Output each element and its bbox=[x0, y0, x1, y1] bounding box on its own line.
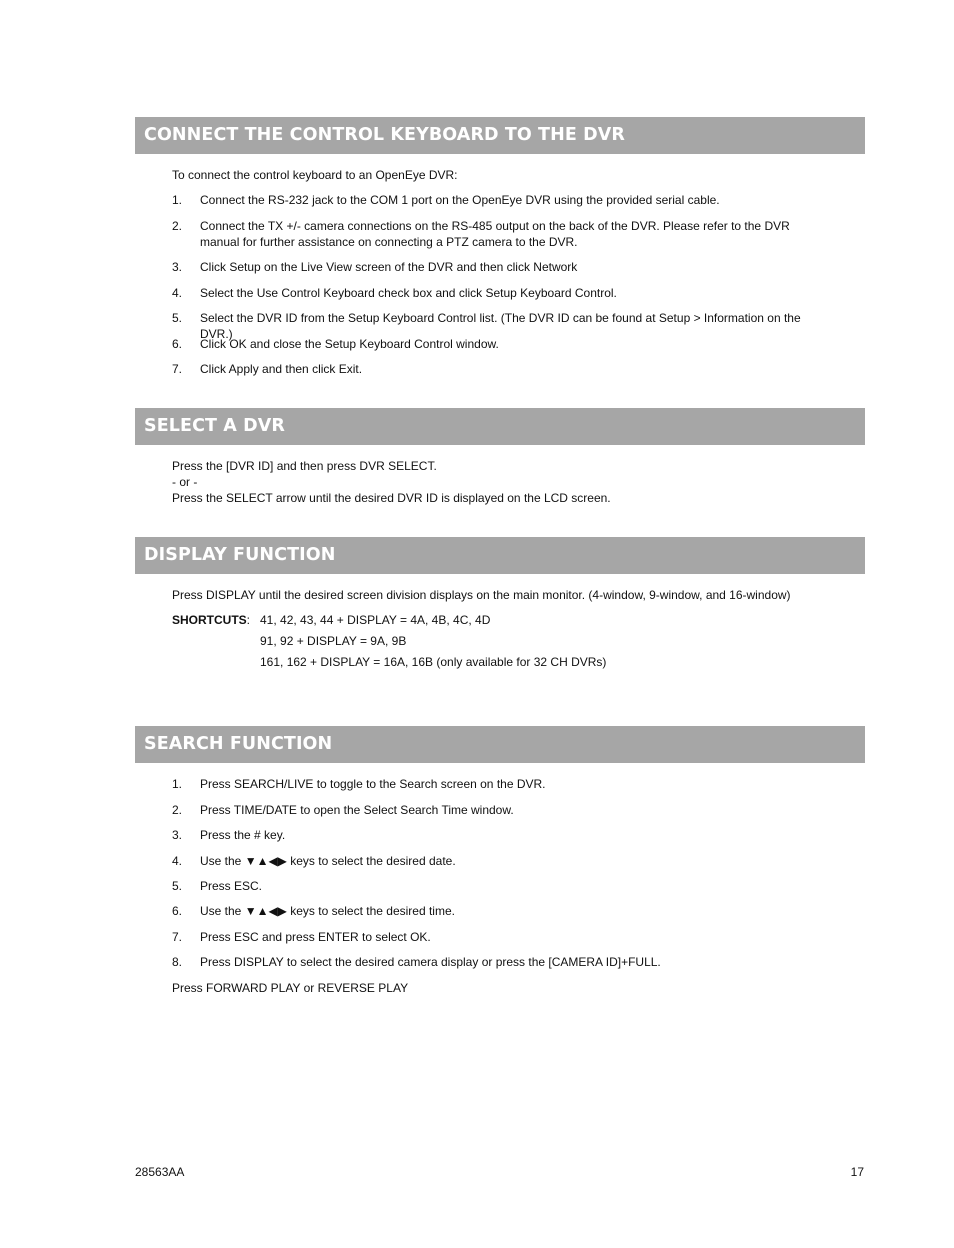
step-text: Click OK and close the Setup Keyboard Control window. bbox=[200, 337, 499, 351]
step-number: 7. bbox=[172, 930, 183, 944]
shortcuts-label-text: SHORTCUTS bbox=[172, 613, 247, 627]
step-text: Press SEARCH/LIVE to toggle to the Search screen on the DVR. bbox=[200, 777, 546, 791]
step-number: 3. bbox=[172, 260, 183, 274]
section-header-select bbox=[135, 408, 865, 445]
step-text: Use the ▼▲◀▶ keys to select the desired date. bbox=[200, 854, 456, 868]
shortcut-line: 41, 42, 43, 44 + DISPLAY = 4A, 4B, 4C, 4D bbox=[260, 613, 491, 627]
step-number: 1. bbox=[172, 777, 183, 791]
select-line: Press the SELECT arrow until the desired DVR ID is displayed on the LCD screen. bbox=[172, 491, 611, 505]
step-text: Press ESC and press ENTER to select OK. bbox=[200, 930, 431, 944]
step-number: 5. bbox=[172, 311, 183, 325]
step-number: 4. bbox=[172, 854, 183, 868]
section-title-display: DISPLAY FUNCTION bbox=[144, 545, 336, 565]
step-number: 7. bbox=[172, 362, 183, 376]
step-text: Press the # key. bbox=[200, 828, 286, 842]
section-header-search bbox=[135, 726, 865, 763]
section-header-connect bbox=[135, 117, 865, 154]
step-text: Connect the RS-232 jack to the COM 1 port on the OpenEye DVR using the provided serial cable. bbox=[200, 193, 720, 207]
connect-intro: To connect the control keyboard to an OpenEye DVR: bbox=[172, 168, 458, 182]
step-number: 6. bbox=[172, 904, 183, 918]
section-header-display bbox=[135, 537, 865, 574]
step-number: 6. bbox=[172, 337, 183, 351]
step-number: 2. bbox=[172, 803, 183, 817]
section-title-search: SEARCH FUNCTION bbox=[144, 734, 333, 754]
shortcuts-label bbox=[172, 612, 250, 628]
step-text: Click Apply and then click Exit. bbox=[200, 362, 363, 376]
step-number: 4. bbox=[172, 286, 183, 300]
step-number: 2. bbox=[172, 219, 183, 233]
footer-doc-number: 28563AA bbox=[135, 1165, 185, 1179]
step-text: Connect the TX +/- camera connections on the RS-485 output on the back of the DVR. Please refer to the DVR manual for further assistance on connecting a PTZ camera to the DVR. bbox=[200, 219, 790, 249]
step-number: 1. bbox=[172, 193, 183, 207]
step-text: Select the DVR ID from the Setup Keyboard Control list. (The DVR ID can be found at Setup > Information on the DVR.) bbox=[200, 311, 801, 341]
step-text: Press TIME/DATE to open the Select Search Time window. bbox=[200, 803, 514, 817]
section-title-connect: CONNECT THE CONTROL KEYBOARD TO THE DVR bbox=[144, 125, 625, 145]
shortcut-line: 161, 162 + DISPLAY = 16A, 16B (only available for 32 CH DVRs) bbox=[260, 655, 607, 669]
step-text: Click Setup on the Live View screen of the DVR and then click Network bbox=[200, 260, 578, 274]
display-intro: Press DISPLAY until the desired screen division displays on the main monitor. (4-window, 9-window, and 16-window) bbox=[172, 588, 791, 602]
section-title-select: SELECT A DVR bbox=[144, 416, 285, 436]
select-line: Press the [DVR ID] and then press DVR SELECT. bbox=[172, 459, 437, 473]
step-text: Press DISPLAY to select the desired camera display or press the [CAMERA ID]+FULL. bbox=[200, 955, 661, 969]
step-text: Select the Use Control Keyboard check box and click Setup Keyboard Control. bbox=[200, 286, 617, 300]
select-line: - or - bbox=[172, 475, 198, 489]
step-text: Press ESC. bbox=[200, 879, 263, 893]
step-number: 8. bbox=[172, 955, 183, 969]
footer-page-number: 17 bbox=[850, 1165, 864, 1179]
step-number: 5. bbox=[172, 879, 183, 893]
step-text: Use the ▼▲◀▶ keys to select the desired time. bbox=[200, 904, 455, 918]
step-number: 3. bbox=[172, 828, 183, 842]
search-closing: Press FORWARD PLAY or REVERSE PLAY bbox=[172, 981, 409, 995]
shortcuts-colon: : bbox=[246, 613, 251, 627]
shortcut-line: 91, 92 + DISPLAY = 9A, 9B bbox=[260, 634, 407, 648]
